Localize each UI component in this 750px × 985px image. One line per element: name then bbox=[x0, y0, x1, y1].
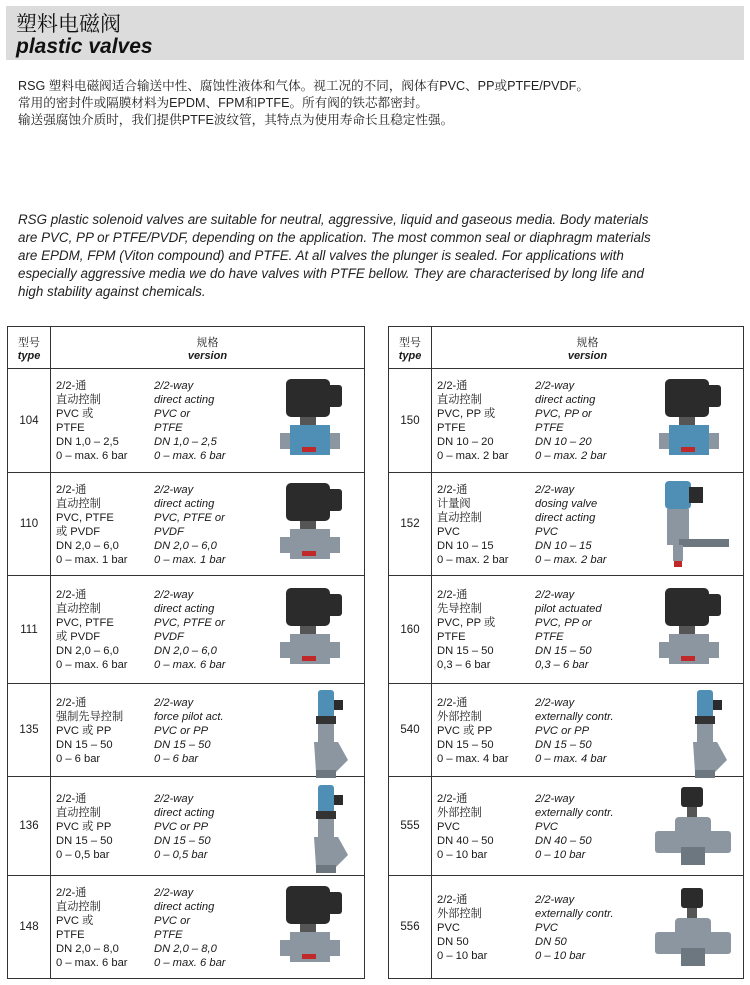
spec-en-line: PVC or PP bbox=[535, 725, 590, 737]
spec-cn bbox=[56, 792, 113, 862]
column-header-type bbox=[8, 327, 51, 369]
spec-en-line: DN 2,0 – 8,0 bbox=[154, 943, 217, 955]
intro-cn-line: RSG 塑料电磁阀适合输送中性、腐蚀性液体和气体。视工况的不同，阀体有PVC、PP或PTFE/PVDF。 bbox=[18, 79, 589, 93]
spec-en-line: 0 – max. 6 bar bbox=[154, 659, 226, 671]
intro-english bbox=[18, 211, 746, 301]
spec-cn-line: DN 1,0 – 2,5 bbox=[56, 436, 119, 448]
solenoid-valve-icon bbox=[655, 375, 735, 470]
spec-cn-line: 2/2-通 bbox=[56, 793, 87, 805]
table-row bbox=[8, 777, 365, 876]
spec-cn-line: 强制先导控制 bbox=[56, 711, 124, 723]
spec-en bbox=[154, 886, 226, 970]
spec-cn-line: 2/2-通 bbox=[437, 697, 468, 709]
table-row bbox=[389, 777, 744, 876]
spec-en-line: dosing valve bbox=[535, 498, 598, 510]
spec-cn-line: 0 – max. 2 bar bbox=[437, 554, 509, 566]
spec-en-line: 0,3 – 6 bar bbox=[535, 659, 589, 671]
spec-cn-line: 直动控制 bbox=[56, 807, 101, 819]
spec-cn bbox=[56, 588, 128, 672]
solenoid-valve-icon bbox=[276, 375, 356, 470]
spec-en-line: force pilot act. bbox=[154, 711, 224, 723]
type-code: 152 bbox=[389, 473, 432, 576]
spec-cn-line: 外部控制 bbox=[437, 908, 482, 920]
page-title-cn: 塑料电磁阀 bbox=[16, 13, 121, 36]
spec-cn-line: 2/2-通 bbox=[437, 589, 468, 601]
spec-en bbox=[535, 483, 607, 567]
spec-cn-line: PVC 或 PP bbox=[437, 725, 493, 737]
spec-cn-line: 2/2-通 bbox=[437, 380, 468, 392]
spec-en-line: DN 40 – 50 bbox=[535, 835, 592, 847]
spec-en-line: 2/2-way bbox=[154, 887, 194, 899]
spec-cn-line: 0,3 – 6 bar bbox=[437, 659, 491, 671]
spec-en bbox=[154, 588, 226, 672]
spec-en-line: PVC bbox=[535, 821, 559, 833]
type-code: 110 bbox=[8, 473, 51, 576]
spec-en bbox=[535, 588, 602, 672]
spec-cn-line: DN 2,0 – 6,0 bbox=[56, 540, 119, 552]
spec-en-line: PTFE bbox=[154, 422, 183, 434]
spec-en-line: PVC bbox=[535, 922, 559, 934]
type-code: 111 bbox=[8, 576, 51, 684]
y-valve-icon bbox=[296, 686, 356, 783]
spec-en-line: DN 15 – 50 bbox=[535, 739, 592, 751]
spec-en-line: PVC or PP bbox=[154, 821, 209, 833]
table-row bbox=[389, 576, 744, 684]
spec-en-line: 0 – max. 4 bar bbox=[535, 753, 607, 765]
spec-en-line: 0 – 10 bar bbox=[535, 950, 586, 962]
spec-cn-line: PVC, PTFE bbox=[56, 617, 114, 629]
intro-cn-line: 输送强腐蚀介质时，我们提供PTFE波纹管，其特点为使用寿命长且稳定性强。 bbox=[18, 113, 454, 127]
spec-cn-line: 0 – max. 2 bar bbox=[437, 450, 509, 462]
spec-en bbox=[535, 696, 614, 766]
version-cell bbox=[432, 576, 744, 684]
spec-en-line: direct acting bbox=[154, 901, 215, 913]
spec-en-line: PVDF bbox=[154, 631, 184, 643]
spec-en-line: DN 15 – 50 bbox=[154, 835, 211, 847]
spec-cn-line: DN 15 – 50 bbox=[56, 739, 113, 751]
spec-en-line: 0 – 10 bar bbox=[535, 849, 586, 861]
version-label-en: version bbox=[567, 349, 608, 362]
spec-en-line: DN 15 – 50 bbox=[154, 739, 211, 751]
spec-en-line: DN 2,0 – 6,0 bbox=[154, 645, 217, 657]
spec-cn-line: DN 10 – 20 bbox=[437, 436, 494, 448]
spec-cn-line: 或 PVDF bbox=[56, 631, 101, 643]
spec-en-line: DN 10 – 15 bbox=[535, 540, 592, 552]
y-valve-icon bbox=[675, 686, 735, 783]
spec-cn bbox=[437, 893, 487, 963]
spec-cn bbox=[437, 696, 509, 766]
solenoid-valve-icon bbox=[276, 882, 356, 977]
spec-en-line: PVC, PTFE or bbox=[154, 617, 225, 629]
spec-cn-line: PVC 或 PP bbox=[56, 725, 112, 737]
type-code: 540 bbox=[389, 684, 432, 777]
spec-en-line: 2/2-way bbox=[154, 589, 194, 601]
spec-en-line: 2/2-way bbox=[154, 793, 194, 805]
spec-cn-line: 2/2-通 bbox=[56, 380, 87, 392]
spec-cn-line: 或 PVDF bbox=[56, 526, 101, 538]
type-code: 136 bbox=[8, 777, 51, 876]
valve-table-right bbox=[388, 326, 744, 979]
spec-en-line: DN 15 – 50 bbox=[535, 645, 592, 657]
solenoid-valve-icon bbox=[276, 479, 356, 574]
spec-cn-line: 0 – 6 bar bbox=[56, 753, 101, 765]
page-title-en: plastic valves bbox=[16, 35, 153, 58]
spec-en-line: DN 1,0 – 2,5 bbox=[154, 436, 217, 448]
table-row bbox=[389, 369, 744, 473]
intro-chinese bbox=[18, 78, 738, 129]
spec-en bbox=[535, 792, 614, 862]
version-label-en: version bbox=[187, 349, 228, 362]
spec-en-line: PVC, PP or bbox=[535, 617, 592, 629]
spec-en-line: 2/2-way bbox=[154, 380, 194, 392]
spec-cn-line: 直动控制 bbox=[437, 512, 482, 524]
inline-valve-icon bbox=[651, 882, 735, 973]
version-cell bbox=[432, 369, 744, 473]
spec-cn-line: 2/2-通 bbox=[437, 484, 468, 496]
spec-cn-line: 直动控制 bbox=[56, 901, 101, 913]
spec-en-line: 0 – max. 6 bar bbox=[154, 450, 226, 462]
version-label-cn: 规格 bbox=[196, 336, 219, 349]
spec-cn-line: 0 – 0,5 bar bbox=[56, 849, 110, 861]
inline-valve-icon bbox=[651, 781, 735, 872]
spec-cn-line: DN 2,0 – 6,0 bbox=[56, 645, 119, 657]
spec-en-line: direct acting bbox=[154, 394, 215, 406]
spec-en-line: DN 50 bbox=[535, 936, 567, 948]
spec-cn-line: PVC bbox=[437, 821, 461, 833]
spec-en-line: DN 10 – 20 bbox=[535, 436, 592, 448]
dosing-valve-icon bbox=[645, 479, 735, 574]
spec-cn-line: PVC 或 bbox=[56, 408, 94, 420]
version-label-cn: 规格 bbox=[576, 336, 599, 349]
spec-en-line: PVC bbox=[535, 526, 559, 538]
type-code: 104 bbox=[8, 369, 51, 473]
solenoid-valve-icon bbox=[655, 584, 735, 679]
spec-cn-line: 2/2-通 bbox=[56, 887, 87, 899]
version-cell bbox=[51, 369, 365, 473]
intro-en-line: high stability against chemicals. bbox=[18, 284, 206, 299]
spec-en-line: PVC, PP or bbox=[535, 408, 592, 420]
spec-cn-line: PTFE bbox=[437, 422, 466, 434]
spec-en-line: 2/2-way bbox=[535, 793, 575, 805]
spec-cn-line: DN 2,0 – 8,0 bbox=[56, 943, 119, 955]
spec-cn-line: 先导控制 bbox=[437, 603, 482, 615]
spec-cn-line: PTFE bbox=[56, 929, 85, 941]
table-row bbox=[8, 684, 365, 777]
spec-en-line: PVC or bbox=[154, 408, 191, 420]
spec-cn-line: PVC, PTFE bbox=[56, 512, 114, 524]
solenoid-valve-icon bbox=[276, 584, 356, 679]
spec-cn-line: 外部控制 bbox=[437, 807, 482, 819]
version-cell bbox=[432, 876, 744, 979]
spec-en-line: direct acting bbox=[535, 394, 596, 406]
table-row bbox=[8, 576, 365, 684]
version-cell bbox=[51, 576, 365, 684]
spec-cn bbox=[437, 588, 495, 672]
spec-en-line: PVC or bbox=[154, 915, 191, 927]
spec-en-line: externally contr. bbox=[535, 711, 614, 723]
version-cell bbox=[432, 473, 744, 576]
column-header-version bbox=[51, 327, 365, 369]
spec-en-line: 0 – max. 6 bar bbox=[154, 957, 226, 969]
spec-cn-line: 直动控制 bbox=[437, 394, 482, 406]
intro-cn-line: 常用的密封件或隔膜材料为EPDM、FPM和PTFE。所有阀的铁芯都密封。 bbox=[18, 96, 428, 110]
type-label-en: type bbox=[17, 349, 41, 362]
column-header-version bbox=[432, 327, 744, 369]
spec-en-line: direct acting bbox=[535, 512, 596, 524]
type-code: 160 bbox=[389, 576, 432, 684]
spec-en-line: 2/2-way bbox=[154, 697, 194, 709]
spec-cn-line: PVC, PP 或 bbox=[437, 617, 496, 629]
spec-en-line: 0 – max. 1 bar bbox=[154, 554, 226, 566]
type-code: 148 bbox=[8, 876, 51, 979]
spec-cn-line: 直动控制 bbox=[56, 394, 101, 406]
column-header-type bbox=[389, 327, 432, 369]
intro-en-line: are PVC, PP or PTFE/PVDF, depending on the application. The most common seal or diaphragm materials bbox=[18, 230, 651, 245]
spec-cn-line: PVC bbox=[437, 922, 461, 934]
version-cell bbox=[51, 876, 365, 979]
spec-cn-line: 2/2-通 bbox=[56, 484, 87, 496]
spec-cn-line: PTFE bbox=[56, 422, 85, 434]
y-valve-icon bbox=[296, 781, 356, 878]
spec-en-line: externally contr. bbox=[535, 908, 614, 920]
spec-cn-line: DN 10 – 15 bbox=[437, 540, 494, 552]
spec-cn bbox=[56, 696, 123, 766]
spec-cn-line: 0 – max. 6 bar bbox=[56, 450, 128, 462]
type-label-en: type bbox=[398, 349, 422, 362]
type-label-cn: 型号 bbox=[18, 336, 40, 349]
spec-en-line: PVC, PTFE or bbox=[154, 512, 225, 524]
spec-en-line: 2/2-way bbox=[535, 484, 575, 496]
spec-cn-line: 0 – max. 4 bar bbox=[437, 753, 509, 765]
spec-cn bbox=[56, 379, 128, 463]
spec-en bbox=[535, 893, 614, 963]
spec-en-line: 0 – 0,5 bar bbox=[154, 849, 208, 861]
version-cell bbox=[51, 777, 365, 876]
version-cell bbox=[51, 473, 365, 576]
spec-cn bbox=[56, 886, 128, 970]
spec-cn-line: DN 15 – 50 bbox=[437, 645, 494, 657]
spec-cn bbox=[437, 792, 494, 862]
table-row bbox=[8, 473, 365, 576]
type-code: 556 bbox=[389, 876, 432, 979]
type-label-cn: 型号 bbox=[399, 336, 421, 349]
intro-en-line: are EPDM, FPM (Viton compound) and PTFE. At all valves the plunger is sealed. For applications with bbox=[18, 248, 624, 263]
spec-cn-line: 0 – 10 bar bbox=[437, 950, 488, 962]
spec-en-line: PVDF bbox=[154, 526, 184, 538]
spec-cn bbox=[56, 483, 128, 567]
valve-table-left bbox=[7, 326, 365, 979]
table-row bbox=[389, 473, 744, 576]
spec-cn-line: 2/2-通 bbox=[437, 894, 468, 906]
spec-en bbox=[535, 379, 607, 463]
spec-en-line: direct acting bbox=[154, 603, 215, 615]
spec-cn-line: PVC 或 bbox=[56, 915, 94, 927]
spec-cn-line: PVC, PP 或 bbox=[437, 408, 496, 420]
spec-cn-line: PVC bbox=[437, 526, 461, 538]
spec-en-line: PTFE bbox=[535, 631, 564, 643]
type-code: 150 bbox=[389, 369, 432, 473]
spec-cn-line: 0 – max. 6 bar bbox=[56, 957, 128, 969]
spec-cn-line: PTFE bbox=[437, 631, 466, 643]
table-row bbox=[389, 684, 744, 777]
spec-cn-line: 外部控制 bbox=[437, 711, 482, 723]
spec-cn-line: 2/2-通 bbox=[56, 589, 87, 601]
spec-cn-line: DN 15 – 50 bbox=[56, 835, 113, 847]
version-cell bbox=[51, 684, 365, 777]
spec-en-line: 2/2-way bbox=[535, 380, 575, 392]
spec-en-line: 2/2-way bbox=[154, 484, 194, 496]
spec-en-line: PTFE bbox=[535, 422, 564, 434]
intro-en-line: especially aggressive media we do have valves with PTFE bellow. They are characterised by long life and bbox=[18, 266, 644, 281]
intro-en-line: RSG plastic solenoid valves are suitable for neutral, aggressive, liquid and gaseous media. Body materials bbox=[18, 212, 649, 227]
spec-cn-line: DN 15 – 50 bbox=[437, 739, 494, 751]
type-code: 135 bbox=[8, 684, 51, 777]
spec-en bbox=[154, 483, 226, 567]
spec-en-line: 2/2-way bbox=[535, 697, 575, 709]
spec-en bbox=[154, 696, 224, 766]
table-row bbox=[8, 369, 365, 473]
spec-en-line: PTFE bbox=[154, 929, 183, 941]
spec-en-line: 2/2-way bbox=[535, 894, 575, 906]
spec-cn-line: 2/2-通 bbox=[437, 793, 468, 805]
spec-cn-line: 计量阀 bbox=[437, 498, 471, 510]
spec-en-line: DN 2,0 – 6,0 bbox=[154, 540, 217, 552]
table-row bbox=[389, 876, 744, 979]
spec-cn-line: DN 50 bbox=[437, 936, 469, 948]
table-row bbox=[8, 876, 365, 979]
spec-en-line: externally contr. bbox=[535, 807, 614, 819]
version-cell bbox=[432, 684, 744, 777]
spec-cn-line: PVC 或 PP bbox=[56, 821, 112, 833]
spec-cn bbox=[437, 379, 509, 463]
spec-en-line: direct acting bbox=[154, 807, 215, 819]
spec-en bbox=[154, 792, 214, 862]
spec-cn-line: 直动控制 bbox=[56, 498, 101, 510]
type-code: 555 bbox=[389, 777, 432, 876]
spec-en-line: 0 – max. 2 bar bbox=[535, 554, 607, 566]
spec-cn-line: 0 – 10 bar bbox=[437, 849, 488, 861]
spec-en-line: 2/2-way bbox=[535, 589, 575, 601]
spec-en-line: 0 – 6 bar bbox=[154, 753, 199, 765]
version-cell bbox=[432, 777, 744, 876]
spec-cn-line: 0 – max. 1 bar bbox=[56, 554, 128, 566]
spec-cn-line: 0 – max. 6 bar bbox=[56, 659, 128, 671]
spec-en-line: pilot actuated bbox=[535, 603, 602, 615]
spec-en-line: PVC or PP bbox=[154, 725, 209, 737]
spec-cn-line: 2/2-通 bbox=[56, 697, 87, 709]
spec-en-line: 0 – max. 2 bar bbox=[535, 450, 607, 462]
spec-cn-line: DN 40 – 50 bbox=[437, 835, 494, 847]
spec-en-line: direct acting bbox=[154, 498, 215, 510]
spec-en bbox=[154, 379, 226, 463]
spec-cn-line: 直动控制 bbox=[56, 603, 101, 615]
spec-cn bbox=[437, 483, 509, 567]
